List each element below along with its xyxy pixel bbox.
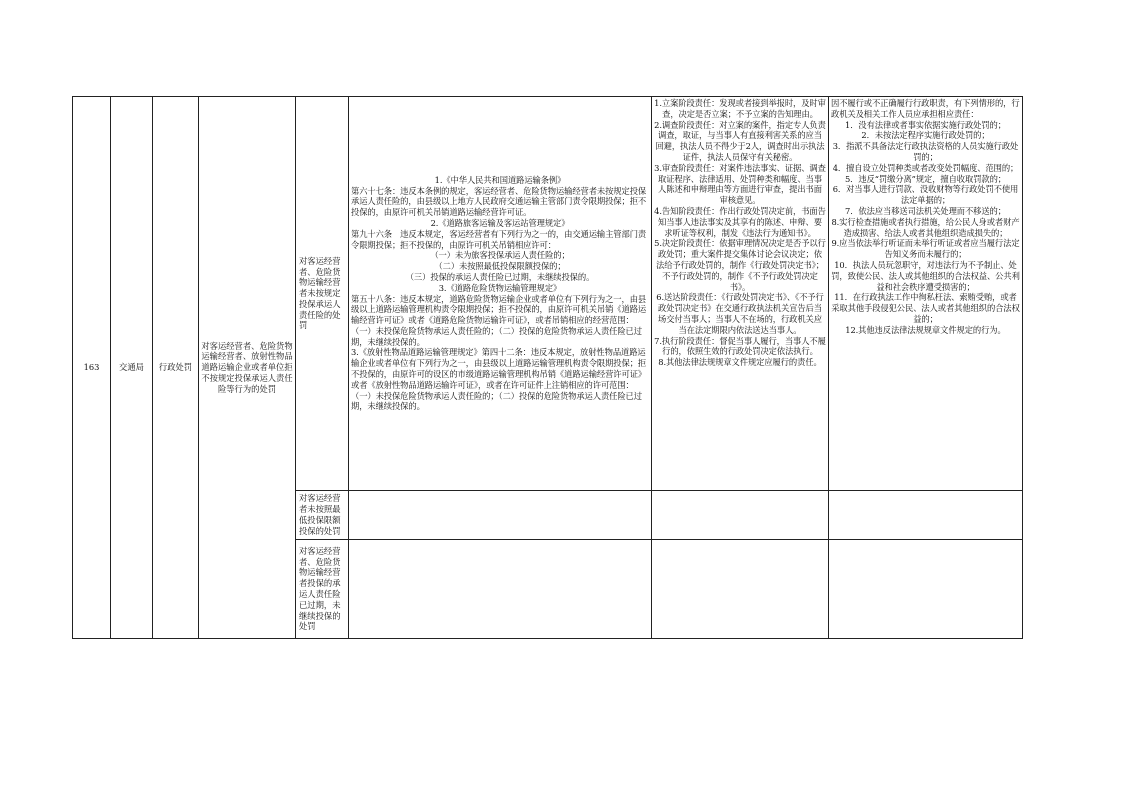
category-cell	[153, 97, 199, 639]
row-number-cell	[73, 97, 111, 639]
responsibility-item: 3.审查阶段责任：对案件违法事实、证据、调查取证程序、法律适用、处罚种类和幅度、当事人陈述和申辩理由等方面进行审查，提出书面审核意见。	[654, 162, 826, 206]
accountability-item: 3．指派不具备法定行政执法资格的人员实施行政处罚的；	[832, 141, 1019, 162]
empty-cell	[349, 540, 652, 639]
empty-cell	[652, 491, 829, 540]
legal-basis-paragraph: 1.《中华人民共和国道路运输条例》	[434, 174, 566, 185]
accountability-item: 12.其他违反法律法规规章文件规定的行为。	[845, 324, 1006, 335]
responsibility-item: 6.送达阶段责任：《行政处罚决定书》、《不予行政处罚决定书》在交通行政执法机关宣告后当场交付当事人；当事人不在场的，行政机关应当在法定期限内依法送达当事人。	[656, 292, 824, 335]
accountability-item: 2．未按法定程序实施行政处罚的；	[861, 130, 990, 141]
responsibility-item: 1.立案阶段责任：发现或者接到举报时，及时审查，决定是否立案；不予立案的告知理由。	[654, 98, 826, 119]
responsibility-item: 5.决定阶段责任：依据审理情况决定是否予以行政处罚；重大案件提交集体讨论会议决定；依法给予行政处罚的，制作《行政处罚决定书》；不予行政处罚的，制作《不予行政处罚决定书》。	[654, 238, 826, 292]
sub-item-cell	[296, 540, 349, 639]
item-name-cell	[199, 97, 296, 639]
sub-item-3: 对客运经营者、危险货物运输经营者投保的承运人责任险已过期，未继续投保的处罚	[299, 545, 341, 632]
empty-cell	[829, 491, 1023, 540]
legal-basis-paragraph: 3.《放射性物品道路运输管理规定》第四十二条：违反本规定，放射性物品道路运输企业或者单位有下列行为之一，由县级以上道路运输管理机构责令限期投保；拒不投保的，由原许可的设区的市级道路运输管理机构吊销《道路运输经营许可证》或者《放射性物品道路运输许可证》，或者在许可证件上注销相应的许可范围：（一）未投保危险货物承运人责任险的；（二）投保的危险货物承运人责任险已过期，未继续投保的。	[351, 347, 647, 412]
department: 交通局	[119, 362, 144, 373]
responsibility-item: 7.执行阶段责任：督促当事人履行，当事人不履行的，依照生效的行政处罚决定依法执行。	[654, 335, 826, 357]
accountability-cell	[829, 97, 1023, 491]
responsibility-item: 4.告知阶段责任：作出行政处罚决定前，书面告知当事人违法事实及其享有的陈述、申辩、要求听证等权利，制发《违法行为通知书》。	[654, 205, 826, 238]
legal-basis-paragraph: （三）投保的承运人责任险已过期，未继续投保的。	[405, 271, 595, 282]
legal-basis-list	[351, 175, 649, 413]
accountability-item: 5．违反“罚缴分离”规定，擅自收取罚款的；	[844, 173, 1006, 184]
accountability-item: 9.应当依法举行听证而未举行听证或者应当履行法定告知义务而未履行的；	[831, 238, 1020, 260]
sub-item-1: 对客运经营者、危险货物运输经营者未按规定投保承运人责任险的处罚	[299, 255, 341, 331]
legal-basis-paragraph: 3.《道路危险货物运输管理规定》	[438, 282, 562, 293]
accountability-item: 8.实行检查措施或者执行措施，给公民人身或者财产造成损害、给法人或者其他组织造成损失的；	[831, 216, 1020, 238]
empty-cell	[829, 540, 1023, 639]
accountability-item: 7．依法应当移送司法机关处理而不移送的；	[845, 205, 1006, 216]
sub-item-cell	[296, 97, 349, 491]
legal-basis-paragraph: （二）未按照最低投保限额投保的；	[434, 261, 566, 272]
legal-basis-paragraph: 第五十八条：违反本规定，道路危险货物运输企业或者单位有下列行为之一，由县级以上道路运输管理机构责令限期投保；拒不投保的，由原许可机关吊销《道路运输经营许可证》或者《道路危险货物运输许可证》，或者吊销相应的经营范围：（一）未投保危险货物承运人责任险的；（二）投保的危险货物承运人责任险已过期，未继续投保的。	[351, 293, 647, 347]
responsibility-cell	[652, 97, 829, 491]
sub-item-2: 对客运经营者未按照最低投保限额投保的处罚	[299, 493, 341, 536]
responsibility-item: 2.调查阶段责任：对立案的案件，指定专人负责调查，取证，与当事人有直接利害关系的应当回避，执法人员不得少于2人，调查时出示执法证件，执法人员保守有关秘密。	[654, 119, 826, 162]
legal-basis-paragraph: 第六十七条：违反本条例的规定，客运经营者、危险货物运输经营者未按规定投保承运人责任险的，由县级以上地方人民政府交通运输主管部门责令限期投保；拒不投保的，由原许可机关吊销道路运输经营许可证。	[351, 185, 647, 218]
responsibility-table	[72, 96, 1023, 639]
legal-basis-paragraph: 第九十六条 违反本规定，客运经营者有下列行为之一的，由交通运输主管部门责令限期投保；拒不投保的，由原许可机关吊销相应许可：	[351, 228, 647, 250]
accountability-item: 1．没有法律或者事实依据实施行政处罚的；	[845, 119, 1006, 130]
responsibility-item: 8.其他法律法规规章文件规定应履行的责任。	[658, 357, 822, 368]
legal-basis-cell	[349, 97, 652, 491]
accountability-item: 4．擅自设立处罚种类或者改变处罚幅度、范围的；	[832, 162, 1019, 173]
accountability-item: 11．在行政执法工作中徇私枉法、索贿受贿，或者采取其他手段侵犯公民、法人或者其他组织的合法权益的；	[831, 292, 1020, 324]
category: 行政处罚	[158, 362, 193, 373]
accountability-item: 10．执法人员玩忽职守，对违法行为不予制止、处罚，致使公民、法人或其他组织的合法权益、公共利益和社会秩序遭受损害的；	[831, 259, 1020, 292]
empty-cell	[652, 540, 829, 639]
responsibility-list	[654, 98, 826, 368]
item-name: 对客运经营者、危险货物运输经营者、放射性物品道路运输企业或者单位拒不按规定投保承运人责任险等行为的处罚	[201, 340, 293, 394]
legal-basis-paragraph: 2.《道路旅客运输及客运站管理规定》	[430, 217, 570, 228]
accountability-intro: 因不履行或不正确履行行政职责，有下列情形的，行政机关及相关工作人员应承担相应责任：	[831, 98, 1020, 119]
empty-cell	[349, 491, 652, 540]
sub-item-cell	[296, 491, 349, 540]
accountability-item: 6．对当事人进行罚款、没收财物等行政处罚不使用法定单据的；	[832, 184, 1019, 206]
legal-basis-paragraph: （一）未为旅客投保承运人责任险的；	[430, 250, 570, 261]
department-cell	[111, 97, 153, 639]
row-number: 163	[83, 362, 100, 373]
table-row	[73, 97, 1023, 491]
accountability-list	[831, 98, 1020, 336]
